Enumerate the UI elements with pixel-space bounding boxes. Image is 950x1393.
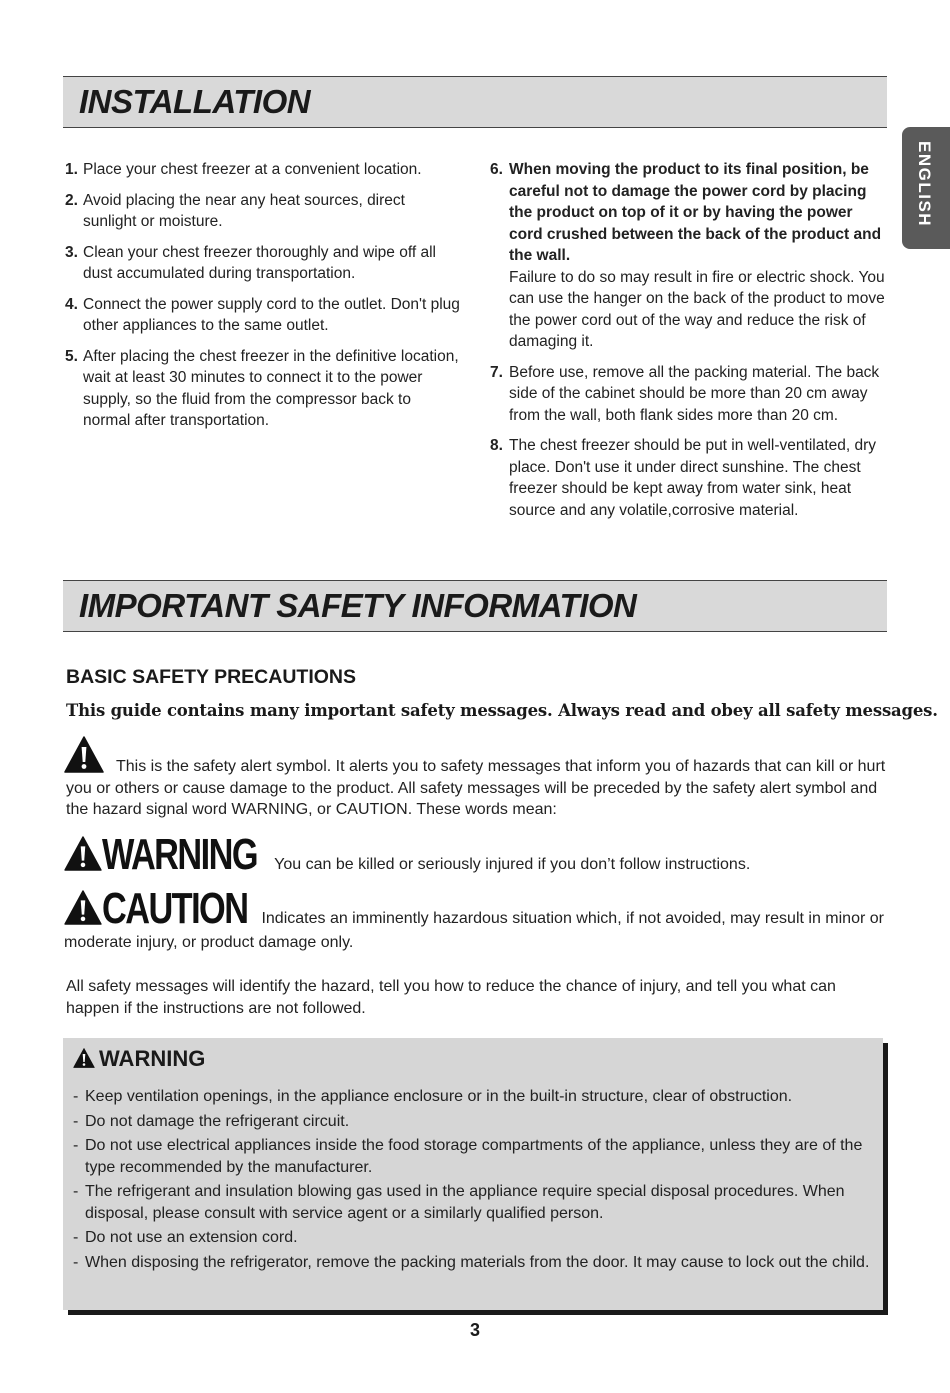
- item-number: 3.: [65, 243, 78, 261]
- warning-list: [73, 1086, 873, 1276]
- warning-box-title-text: WARNING: [99, 1046, 206, 1071]
- item-text: Before use, remove all the packing material. The back side of the cabinet should be more than 20 cm away from the wall, both flank sides more than 20 cm.: [509, 363, 880, 424]
- safety-title: IMPORTANT SAFETY INFORMATION: [79, 587, 637, 624]
- item-number: 5.: [65, 347, 78, 365]
- list-item: - Keep ventilation openings, in the appliance enclosure or in the built-in structure, clear of obstruction.: [73, 1086, 873, 1108]
- warning-box-title: [73, 1046, 205, 1072]
- item-number: 7.: [490, 363, 503, 381]
- language-tab-label: ENGLISH: [915, 141, 934, 228]
- item-text: Place your chest freezer at a convenient location.: [83, 161, 422, 178]
- warning-box-alert-icon: [73, 1048, 95, 1068]
- list-item: [490, 435, 885, 521]
- item-text: Avoid placing the near any heat sources, direct sunlight or moisture.: [83, 191, 405, 230]
- list-item: [65, 159, 460, 181]
- warning-alert-icon: [64, 836, 102, 878]
- safety-header: [63, 580, 887, 632]
- caution-signal-row: [64, 884, 894, 953]
- item-text: Connect the power supply cord to the outlet. Don't plug other appliances to the same outlet.: [83, 295, 460, 334]
- list-item: - Do not use electrical appliances inside the food storage compartments of the appliance, unless they are of the type recommended by the manufacturer.: [73, 1135, 873, 1178]
- item-text: Clean your chest freezer thoroughly and wipe off all dust accumulated during transportation.: [83, 243, 436, 282]
- installation-right-column: [490, 159, 885, 530]
- item-number: 4.: [65, 295, 78, 313]
- list-item: - Do not damage the refrigerant circuit.: [73, 1111, 873, 1133]
- list-item: - The refrigerant and insulation blowing gas used in the appliance require special disposal procedures. When disposal, please consult with service agent or a similarly qualified person.: [73, 1181, 873, 1224]
- list-item: [490, 159, 885, 353]
- item-number: 6.: [490, 161, 503, 178]
- caution-signal-word: CAUTION: [102, 884, 248, 933]
- page-number: 3: [469, 1320, 480, 1340]
- caution-signal-text: Indicates an imminently hazardous situation which, if not avoided, may result in minor or moderate injury, or product damage only.: [64, 910, 884, 951]
- caution-alert-icon: [64, 890, 102, 932]
- item-number: 8.: [490, 437, 503, 454]
- list-item: [65, 346, 460, 432]
- item-bold-text: When moving the product to its final position, be careful not to damage the power cord by placing the product on top of it or by having the power cord crushed between the back of the product and the wall.: [509, 161, 882, 264]
- item-text: Failure to do so may result in fire or electric shock. You can use the hanger on the back of the product to move the power cord out of the way and reduce the risk of damaging it.: [509, 268, 885, 350]
- list-item: [490, 362, 885, 427]
- list-item: - Do not use an extension cord.: [73, 1227, 873, 1249]
- language-tab: [902, 127, 950, 249]
- list-item: [65, 242, 460, 285]
- installation-title: INSTALLATION: [79, 83, 311, 120]
- list-item: [65, 190, 460, 233]
- warning-signal-row: [64, 830, 894, 879]
- all-safety-messages-text: All safety messages will identify the hazard, tell you how to reduce the chance of injury, and tell you what can happen if the instructions are not followed.: [66, 978, 836, 1017]
- installation-header: [63, 76, 887, 128]
- warning-box: [63, 1038, 883, 1310]
- warning-signal-word: WARNING: [102, 830, 257, 879]
- item-number: 1.: [65, 161, 78, 178]
- installation-left-column: [65, 159, 460, 441]
- item-number: 2.: [65, 191, 78, 209]
- item-text: After placing the chest freezer in the definitive location, wait at least 30 minutes to connect it to the power supply, so the fluid from the compressor back to normal after transportation.: [83, 347, 459, 429]
- list-item: - When disposing the refrigerator, remove the packing materials from the door. It may cause to lock out the child.: [73, 1252, 873, 1274]
- list-item: [65, 294, 460, 337]
- alert-symbol-text: This is the safety alert symbol. It alerts you to safety messages that inform you of hazards that can kill or hurt you or others or cause damage to the product. All safety messages will be preceded by the safety alert symbol and the hazard signal word WARNING, or CAUTION. These words mean:: [66, 758, 886, 818]
- safety-intro: This guide contains many important safety messages. Always read and obey all safety messages.: [66, 701, 938, 720]
- basic-precautions-heading: BASIC SAFETY PRECAUTIONS: [66, 666, 357, 688]
- warning-signal-text: You can be killed or seriously injured if you don’t follow instructions.: [274, 856, 751, 873]
- item-text: The chest freezer should be put in well-ventilated, dry place. Don't use it under direct sunshine. The chest freezer should be kept away from water sink, heat source and any volatile,corrosive material.: [509, 437, 877, 519]
